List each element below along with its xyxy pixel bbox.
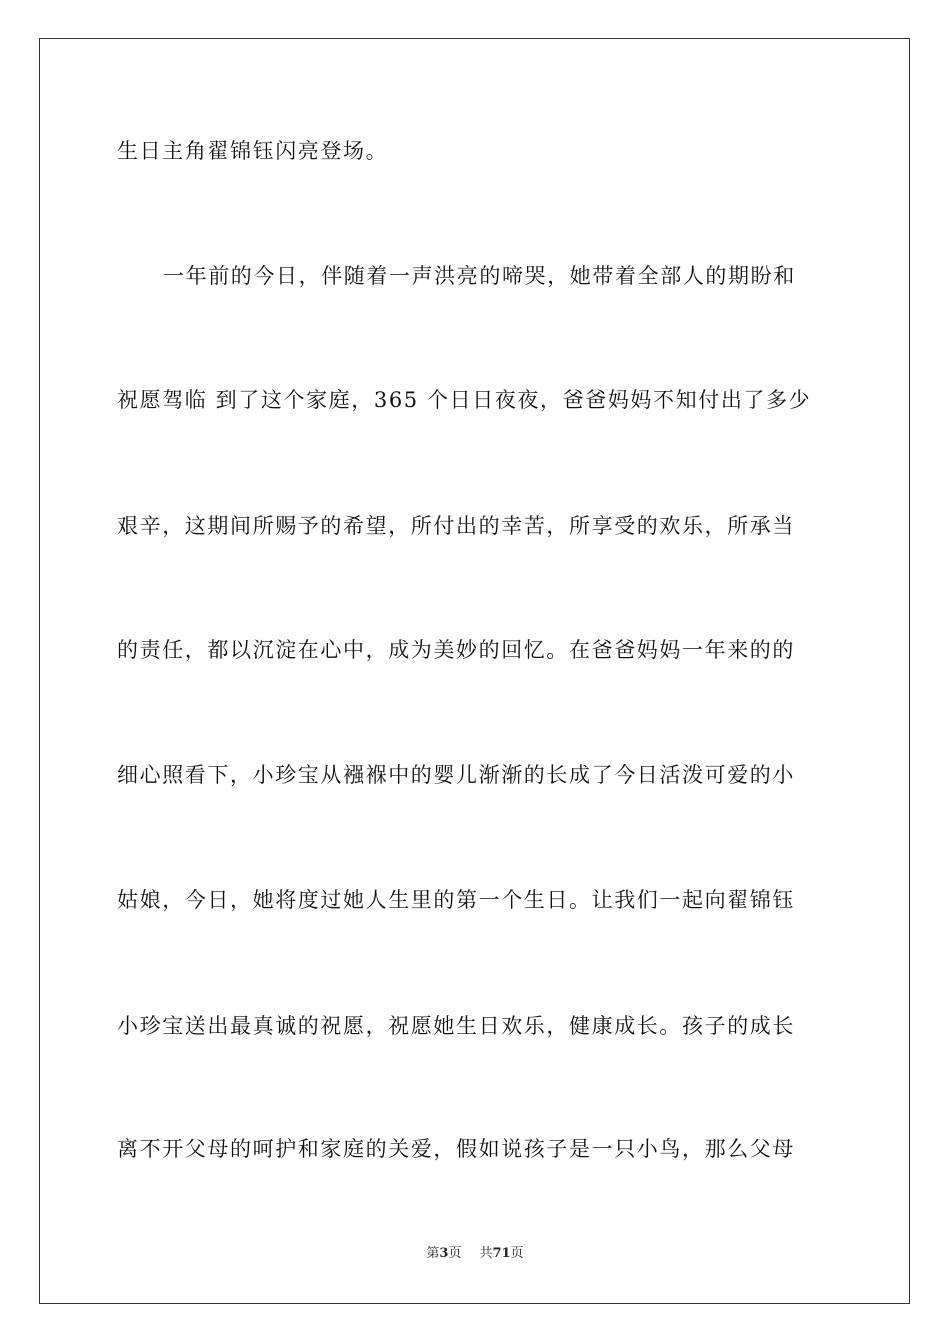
text-line-8: 小珍宝送出最真诚的祝愿，祝愿她生日欢乐，健康成长。孩子的成长 <box>117 1014 795 1038</box>
page-suffix: 页 <box>448 1246 462 1261</box>
text-line-3: 祝愿驾临 到了这个家庭，365 个日日夜夜，爸爸妈妈不知付出了多少 <box>117 388 812 412</box>
text-line-2: 一年前的今日，伴随着一声洪亮的啼哭，她带着全部人的期盼和 <box>163 264 796 288</box>
total-prefix: 共 <box>479 1246 493 1261</box>
text-line-5: 的责任，都以沉淀在心中，成为美妙的回忆。在爸爸妈妈一年来的的 <box>117 638 795 662</box>
text-line-9: 离不开父母的呵护和家庭的关爱，假如说孩子是一只小鸟，那么父母 <box>117 1137 795 1161</box>
text-line-4: 艰辛，这期间所赐予的希望，所付出的幸苦，所享受的欢乐，所承当 <box>117 514 795 538</box>
text-line-6: 细心照看下，小珍宝从襁褓中的婴儿渐渐的长成了今日活泼可爱的小 <box>117 763 795 787</box>
total-pages: 71 <box>492 1246 511 1261</box>
text-line-7: 姑娘，今日，她将度过她人生里的第一个生日。让我们一起向翟锦钰 <box>117 888 795 912</box>
page-frame <box>39 38 910 1304</box>
page-prefix: 第 <box>426 1246 440 1261</box>
page-footer <box>0 1245 950 1263</box>
page-number: 3 <box>439 1246 449 1261</box>
text-line-1: 生日主角翟锦钰闪亮登场。 <box>117 139 389 163</box>
total-suffix: 页 <box>510 1246 524 1261</box>
